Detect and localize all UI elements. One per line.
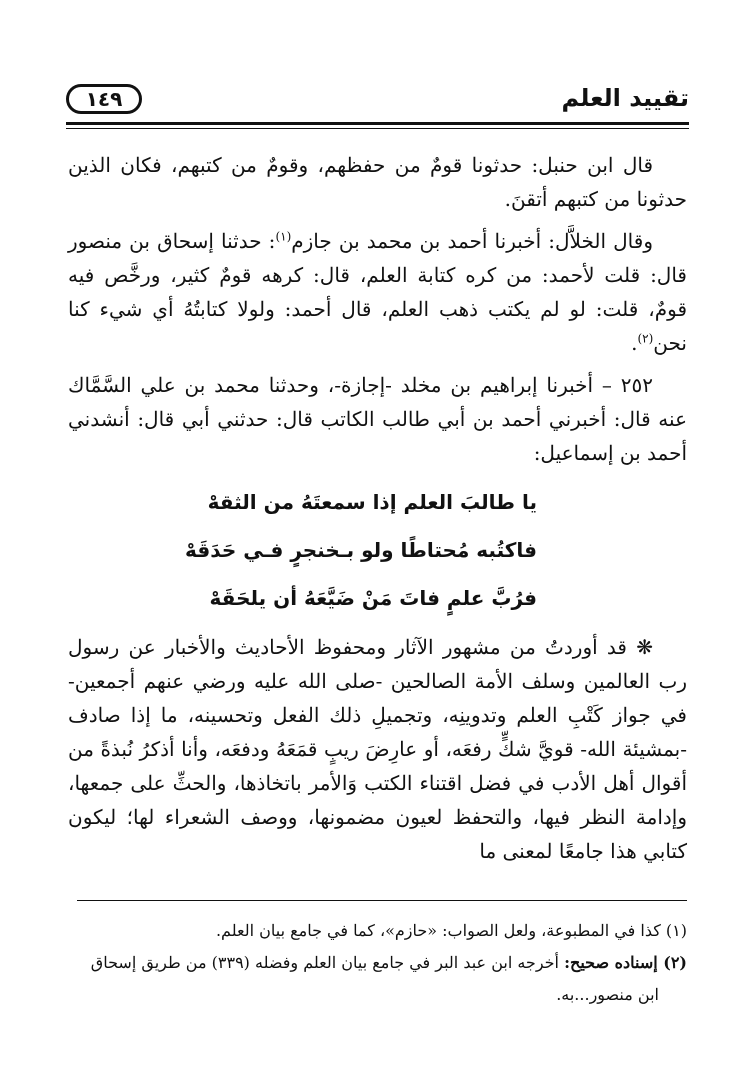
paragraph-ibn-hanbal: قال ابن حنبل: حدثونا قومٌ من حفظهم، وقومٌ من كتبهم، فكان الذين حدثونا من كتبهم أتقنَ.: [68, 153, 687, 211]
poem-line: يا طالبَ العلم إذا سمعتَهُ من الثقهْ: [207, 490, 537, 514]
footnote-1: (١) كذا في المطبوعة، ولعل الصواب: «حازم»، كما في جامع بيان العلم.: [215, 921, 687, 940]
poem: [68, 478, 687, 622]
paragraph-khallal-part1: وقال الخلاَّل: أخبرنا أحمد بن محمد بن جازم: [291, 229, 653, 253]
paragraph-khallal: [68, 224, 687, 360]
footnote-2-text: أخرجه ابن عبد البر في جامع بيان العلم وفضله (٣٣٩) من طريق إسحاق: [90, 953, 565, 972]
footnote-2: [68, 948, 687, 978]
page-number: ١٤٩: [66, 84, 142, 114]
paragraph-252: ٢٥٢ – أخبرنا إبراهيم بن مخلد -إجازة-، وحدثنا محمد بن علي السَّمَّاك عنه قال: أخبرني أحمد بن أبي طالب الكاتب قال: حدثني أبي قال: أنشدني أحمد بن إسماعيل:: [68, 373, 687, 465]
footnote-ref-2: (٢): [637, 331, 654, 346]
poem-line: فاكتُبه مُحتاطًا ولو بـخنجرٍ فـي حَدَقَهْ: [185, 538, 537, 562]
paragraph-khallal-part2: : حدثنا إسحاق بن منصور قال: قلت لأحمد: من كره كتابة العلم، قال: كرهه قومٌ كثير، ورخَّص فيه قومٌ، قلت: لو لم يكتب ذهب العلم، قال أحمد: ولولا كتابتُهُ أي شيء كنا نحن: [68, 229, 687, 355]
header-rule-thin: [66, 128, 689, 129]
footnote-2-continued: ابن منصور...به.: [556, 985, 659, 1004]
footnotes: [68, 916, 687, 1012]
running-title: تقييد العلم: [561, 84, 689, 112]
footnote-separator: [77, 900, 687, 901]
footnote-ref-1: (١): [275, 229, 292, 244]
running-header: [66, 82, 689, 122]
main-text: [68, 148, 687, 868]
footnote-2-label: (٢) إسناده صحيح:: [564, 953, 687, 972]
paragraph-author-note: ❋ قد أوردتُ من مشهور الآثار ومحفوظ الأحاديث والأخبار عن رسول رب العالمين وسلف الأمة الصالحين -صلى الله عليه ورضي عنهم أجمعين- في جواز كَتْبِ العلم وتدوينِه، وتجميلِ ذلك الفعل وتحسينه، ما إذا صادف -بمشيئة الله- قويَّ شكٍّ رفعَه، أو عارِضَ ريبٍ قمَعَهُ ودفعَه، وأنا أذكرُ نُبذةً من أقوال أهل الأدب في فضل اقتناء الكتب وَالأمر باتخاذها، والحثِّ على جمعها، وإدامة النظر فيها، والتحفظ لعيون مضمونها، ووصف الشعراء لها؛ ليكون كتابي هذا جامعًا لمعنى ما: [68, 635, 687, 863]
poem-line: فرُبَّ علمٍ فاتَ مَنْ ضَيَّعَهُ أن يلحَقَهْ: [209, 586, 537, 610]
header-rule-thick: [66, 122, 689, 125]
paragraph-khallal-end: .: [631, 331, 638, 355]
